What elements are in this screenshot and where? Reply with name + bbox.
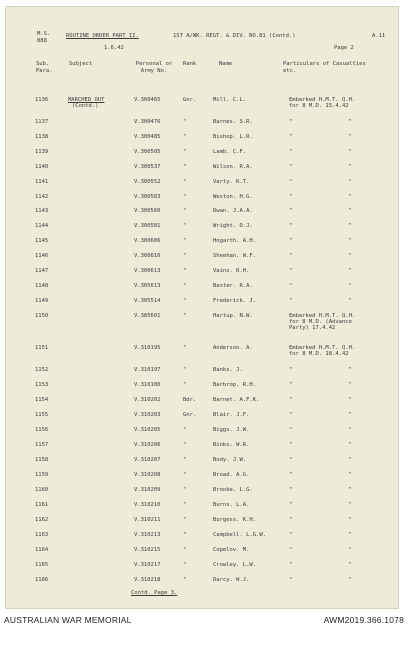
row-rank: "	[183, 223, 187, 229]
page-number: Page 2	[334, 45, 354, 51]
row-part1: "	[289, 238, 293, 244]
row-para: 1155	[35, 412, 49, 418]
row-rank: "	[183, 298, 187, 304]
row-para: 1145	[35, 238, 49, 244]
row-para: 1139	[35, 149, 49, 155]
row-no: V.310218	[134, 577, 161, 583]
row-part1b: "	[348, 577, 352, 583]
row-part1: Embarked H.M.T. Q.H.	[289, 97, 356, 103]
row-part1: "	[289, 517, 293, 523]
row-name: Copelov. M.	[213, 547, 250, 553]
row-name: Biggs. J.W.	[213, 427, 250, 433]
row-name: Banks. J.	[213, 367, 243, 373]
row-part1: "	[289, 223, 293, 229]
row-name: Crowley. L.W.	[213, 562, 257, 568]
ms-number: 888	[37, 38, 47, 44]
row-name: Varty. K.T.	[213, 179, 250, 185]
row-part1: "	[289, 194, 293, 200]
row-rank: "	[183, 517, 187, 523]
row-part2: for 8 M.D. 15.4.42	[289, 103, 349, 109]
row-part1: "	[289, 208, 293, 214]
row-part1b: "	[348, 382, 352, 388]
row-para: 1136	[35, 97, 49, 103]
row-part1b: "	[348, 397, 352, 403]
continued-note: Contd. Page 3.	[131, 590, 178, 596]
row-part2: for 8 M.D. (Advance	[289, 319, 352, 325]
row-rank: "	[183, 532, 187, 538]
row-no: V.310207	[134, 457, 161, 463]
row-rank: Gnr.	[183, 412, 197, 418]
row-part1: "	[289, 134, 293, 140]
row-rank: "	[183, 382, 187, 388]
row-para: 1141	[35, 179, 49, 185]
row-part1: "	[289, 367, 293, 373]
row-no: V.300606	[134, 238, 161, 244]
row-para: 1153	[35, 382, 49, 388]
row-rank: "	[183, 313, 187, 319]
row-no: V.310197	[134, 367, 161, 373]
footer-bar	[0, 611, 408, 653]
row-part1: "	[289, 397, 293, 403]
row-name: Dwan. J.A.A.	[213, 208, 253, 214]
row-para: 1154	[35, 397, 49, 403]
row-rank: "	[183, 238, 187, 244]
row-rank: "	[183, 502, 187, 508]
row-rank: "	[183, 208, 187, 214]
row-part1b: "	[348, 427, 352, 433]
row-part1: Embarked H.M.T. Q.H.	[289, 345, 356, 351]
row-no: V.385601	[134, 313, 161, 319]
row-no: V.300485	[134, 134, 161, 140]
row-name: Barnes. S.R.	[213, 119, 253, 125]
row-para: 1144	[35, 223, 49, 229]
row-name: Sheehan. W.F.	[213, 253, 257, 259]
col-name: Name	[219, 61, 233, 67]
row-name: Baxter. R.A.	[213, 283, 253, 289]
row-name: Vains. R.H.	[213, 268, 250, 274]
row-para: 1159	[35, 472, 49, 478]
row-para: 1142	[35, 194, 49, 200]
row-name: Bishop. L.R.	[213, 134, 253, 140]
row-no: V.300613	[134, 268, 161, 274]
row-no: V.300505	[134, 149, 161, 155]
row-part1b: "	[348, 547, 352, 553]
row-no: V.310205	[134, 427, 161, 433]
row-para: 1161	[35, 502, 49, 508]
row-part1b: "	[348, 268, 352, 274]
row-part1b: "	[348, 149, 352, 155]
row-no: V.310210	[134, 502, 161, 508]
row-name: Body. J.W.	[213, 457, 247, 463]
row-part1b: "	[348, 367, 352, 373]
row-part1b: "	[348, 253, 352, 259]
row-no: V.310215	[134, 547, 161, 553]
row-name: Burns. L.A.	[213, 502, 250, 508]
row-name: Wilson. R.A.	[213, 164, 253, 170]
row-no: V.310206	[134, 442, 161, 448]
row-no: V.310217	[134, 562, 161, 568]
row-part1b: "	[348, 283, 352, 289]
row-no: V.310203	[134, 412, 161, 418]
row-rank: "	[183, 427, 187, 433]
row-rank: "	[183, 149, 187, 155]
row-para: 1143	[35, 208, 49, 214]
row-rank: "	[183, 194, 187, 200]
row-part1: "	[289, 382, 293, 388]
row-no: V.300560	[134, 208, 161, 214]
row-name: Brooke. L.G.	[213, 487, 253, 493]
row-para: 1166	[35, 577, 49, 583]
row-part1: "	[289, 427, 293, 433]
row-part3: Party) 17.4.42	[289, 325, 336, 331]
row-no: V.300476	[134, 119, 161, 125]
row-no: V.310213	[134, 532, 161, 538]
row-part1b: "	[348, 223, 352, 229]
row-name: Burgess. K.H.	[213, 517, 257, 523]
row-part1b: "	[348, 412, 352, 418]
row-rank: "	[183, 442, 187, 448]
row-part1b: "	[348, 487, 352, 493]
row-para: 1163	[35, 532, 49, 538]
row-no: V.310100	[134, 382, 161, 388]
row-rank: "	[183, 562, 187, 568]
row-part1b: "	[348, 457, 352, 463]
row-part1: "	[289, 283, 293, 289]
unit-title: 1ST A/WK. REGT. & DIV. NO.81 (Contd.)	[173, 33, 296, 39]
row-para: 1160	[35, 487, 49, 493]
row-subject: MARCHED OUT	[68, 97, 105, 103]
row-rank: Bdr.	[183, 397, 197, 403]
row-no: V.310195	[134, 345, 161, 351]
row-para: 1140	[35, 164, 49, 170]
row-rank: "	[183, 367, 187, 373]
row-para: 1164	[35, 547, 49, 553]
row-para: 1152	[35, 367, 49, 373]
ms-label: M.S.	[37, 31, 51, 37]
row-part1: "	[289, 487, 293, 493]
row-part1b: "	[348, 532, 352, 538]
row-no: V.310211	[134, 517, 161, 523]
row-no: V.305514	[134, 298, 161, 304]
row-part1: "	[289, 472, 293, 478]
row-para: 1162	[35, 517, 49, 523]
row-para: 1146	[35, 253, 49, 259]
row-part1: "	[289, 412, 293, 418]
row-name: Weston. H.G.	[213, 194, 253, 200]
col-personal-no: Personal or Army No.	[135, 61, 173, 74]
row-no: V.300465	[134, 97, 161, 103]
col-subpara: Sub. Para.	[36, 61, 53, 74]
row-name: Hartup. N.W.	[213, 313, 253, 319]
row-para: 1165	[35, 562, 49, 568]
row-no: V.300581	[134, 223, 161, 229]
row-rank: "	[183, 268, 187, 274]
row-no: V.310208	[134, 472, 161, 478]
row-para: 1156	[35, 427, 49, 433]
row-part1: "	[289, 502, 293, 508]
row-no: V.300610	[134, 253, 161, 259]
row-part1: "	[289, 442, 293, 448]
row-part1: "	[289, 179, 293, 185]
row-part1b: "	[348, 502, 352, 508]
row-para: 1150	[35, 313, 49, 319]
row-para: 1148	[35, 283, 49, 289]
row-part1b: "	[348, 119, 352, 125]
row-part1b: "	[348, 208, 352, 214]
row-name: Broad. A.G.	[213, 472, 250, 478]
footer-accession: AWM2019.366.1078	[323, 615, 404, 625]
row-rank: "	[183, 472, 187, 478]
reference: A.11	[372, 33, 386, 39]
row-name: Barbrop. R.H.	[213, 382, 257, 388]
row-name: Hogarth. A.H.	[213, 238, 257, 244]
row-name: Frederick. J.	[213, 298, 257, 304]
row-rank: "	[183, 457, 187, 463]
row-rank: "	[183, 179, 187, 185]
row-part1: "	[289, 457, 293, 463]
row-part1b: "	[348, 179, 352, 185]
row-part1: "	[289, 164, 293, 170]
row-no: V.300552	[134, 179, 161, 185]
row-rank: "	[183, 164, 187, 170]
row-no: V.305613	[134, 283, 161, 289]
document-page	[5, 6, 399, 609]
row-part1b: "	[348, 442, 352, 448]
row-para: 1138	[35, 134, 49, 140]
row-rank: Gnr.	[183, 97, 197, 103]
row-name: Binks. W.R.	[213, 442, 250, 448]
footer-credit: AUSTRALIAN WAR MEMORIAL	[4, 615, 132, 625]
row-name: Campbell. L.G.W.	[213, 532, 266, 538]
order-date: 1.6.42	[104, 45, 124, 51]
row-part1b: "	[348, 298, 352, 304]
row-part1: "	[289, 532, 293, 538]
row-subject2: (Contd.)	[72, 103, 99, 109]
row-no: V.300537	[134, 164, 161, 170]
col-rank: Rank	[183, 61, 197, 67]
row-rank: "	[183, 119, 187, 125]
row-name: Lamb. C.F.	[213, 149, 247, 155]
row-rank: "	[183, 345, 187, 351]
row-part1b: "	[348, 238, 352, 244]
col-particulars: Particulars of Casualties etc.	[283, 61, 366, 74]
col-subject: Subject	[69, 61, 93, 67]
row-part2: for 8 M.D. 18.4.42	[289, 351, 349, 357]
row-name: Darcy. W.J.	[213, 577, 250, 583]
row-para: 1149	[35, 298, 49, 304]
row-part1: "	[289, 268, 293, 274]
row-part1b: "	[348, 562, 352, 568]
row-part1b: "	[348, 472, 352, 478]
row-name: Barnet. A.F.K.	[213, 397, 260, 403]
row-rank: "	[183, 547, 187, 553]
row-rank: "	[183, 253, 187, 259]
row-name: Anderson. A.	[213, 345, 253, 351]
row-para: 1147	[35, 268, 49, 274]
row-part1: "	[289, 562, 293, 568]
row-part1: "	[289, 577, 293, 583]
row-para: 1151	[35, 345, 49, 351]
row-para: 1157	[35, 442, 49, 448]
row-no: V.310202	[134, 397, 161, 403]
row-name: Blair. J.F.	[213, 412, 250, 418]
row-part1b: "	[348, 517, 352, 523]
row-part1b: "	[348, 164, 352, 170]
row-part1: Embarked H.M.T. Q.H.	[289, 313, 356, 319]
row-part1: "	[289, 298, 293, 304]
row-no: V.300583	[134, 194, 161, 200]
row-part1: "	[289, 253, 293, 259]
row-rank: "	[183, 134, 187, 140]
row-part1: "	[289, 119, 293, 125]
row-para: 1137	[35, 119, 49, 125]
row-rank: "	[183, 283, 187, 289]
row-rank: "	[183, 487, 187, 493]
row-part1b: "	[348, 134, 352, 140]
row-part1: "	[289, 547, 293, 553]
row-name: Wright. D.J.	[213, 223, 253, 229]
row-name: Mill. C.L.	[213, 97, 247, 103]
row-no: V.310209	[134, 487, 161, 493]
order-title: ROUTINE ORDER PART II.	[66, 33, 139, 39]
row-para: 1158	[35, 457, 49, 463]
row-part1b: "	[348, 194, 352, 200]
row-part1: "	[289, 149, 293, 155]
row-rank: "	[183, 577, 187, 583]
